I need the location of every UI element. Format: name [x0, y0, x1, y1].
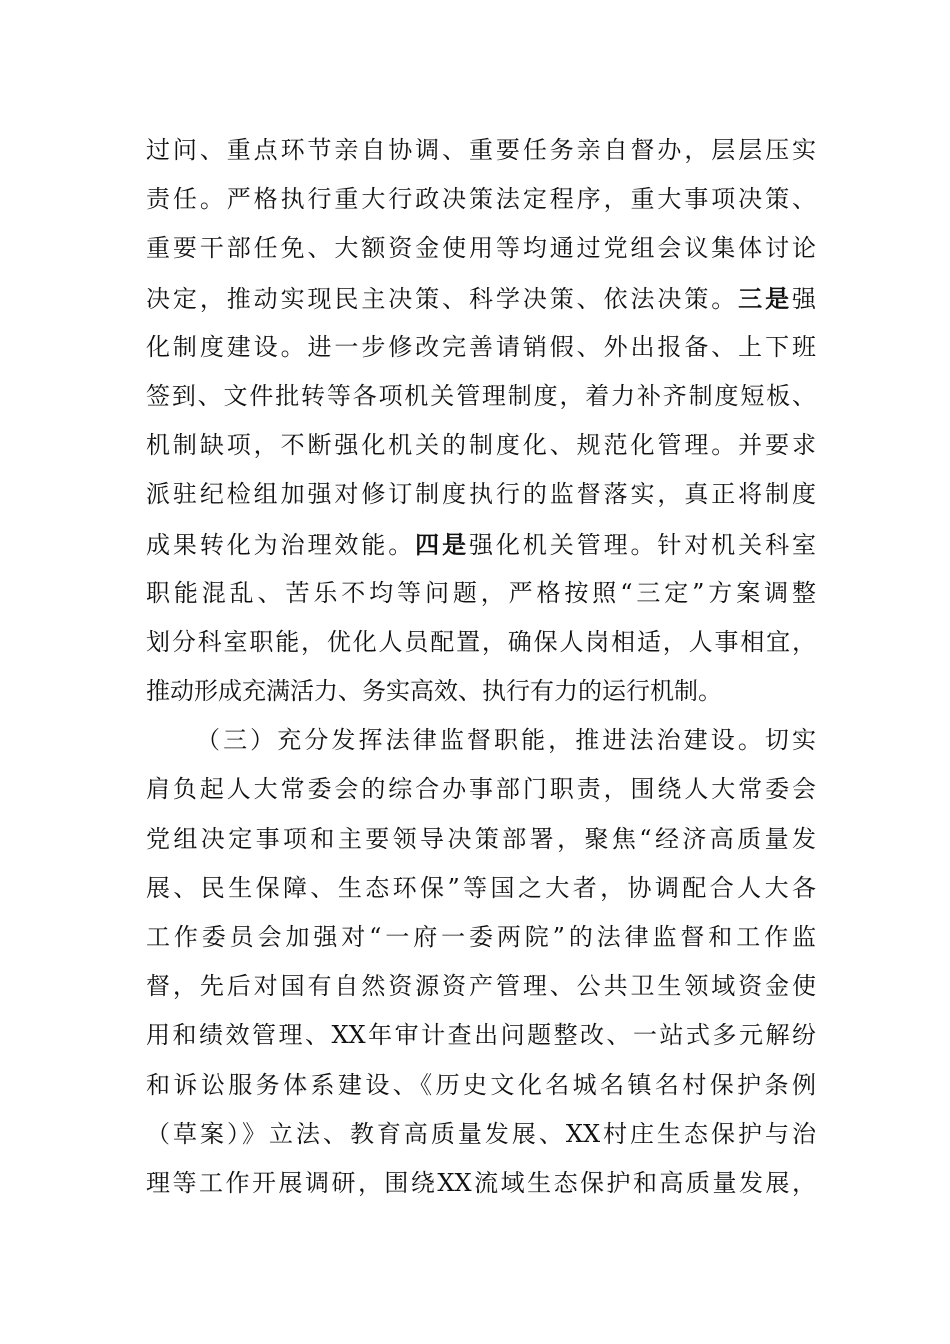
text-line [146, 569, 816, 618]
text-line [146, 1061, 816, 1110]
text-segment: 党组决定事项和主要领导决策部署，聚焦“经济高质量发 [146, 824, 816, 853]
text-line [146, 520, 816, 569]
bold-marker: 三是 [738, 283, 793, 313]
text-line [146, 618, 816, 667]
text-segment: 工作委员会加强对“一府一委两院”的法律监督和工作监 [146, 923, 816, 951]
text-segment: 职能混乱、苦乐不均等问题，严格按照“三定”方案调整 [146, 578, 816, 607]
text-segment: 展、民生保障、生态环保”等国之大者，协调配合人大各 [146, 873, 816, 902]
text-segment: 和诉讼服务体系建设、《历史文化名城名镇名村保护条例 [146, 1070, 816, 1099]
text-segment: 化制度建设。进一步修改完善请销假、外出报备、上下班 [146, 332, 816, 361]
text-segment: 用和绩效管理、XX年审计查出问题整改、一站式多元解纷 [146, 1021, 816, 1050]
text-line [146, 126, 816, 175]
text-line [146, 421, 816, 470]
paragraph-heading-line [146, 716, 816, 765]
text-line [146, 667, 816, 716]
text-segment: （草案）》立法、教育高质量发展、XX村庄生态保护与治 [146, 1119, 816, 1148]
text-segment: 重要干部任免、大额资金使用等均通过党组会议集体讨论 [146, 234, 816, 263]
body-text [146, 126, 816, 1208]
text-segment: 督，先后对国有自然资源资产管理、公共卫生领域资金使 [146, 972, 816, 1001]
text-segment: 签到、文件批转等各项机关管理制度，着力补齐制度短板、 [146, 381, 816, 410]
text-line [146, 175, 816, 224]
text-segment: 责任。严格执行重大行政决策法定程序，重大事项决策、 [146, 185, 816, 214]
text-segment: 强 [792, 284, 817, 313]
text-line [146, 765, 816, 814]
text-line [146, 815, 816, 864]
text-line [146, 1110, 816, 1159]
text-line [146, 372, 816, 421]
text-segment: 派驻纪检组加强对修订制度执行的监督落实，真正将制度 [146, 480, 816, 509]
text-line [146, 274, 816, 323]
text-line [146, 913, 816, 962]
text-line [146, 470, 816, 519]
bold-marker: 四是 [415, 529, 470, 559]
text-line [146, 323, 816, 372]
text-segment: 理等工作开展调研，围绕XX流域生态保护和高质量发展， [146, 1168, 816, 1197]
text-segment: 决定，推动实现民主决策、科学决策、依法决策。 [146, 284, 739, 313]
text-segment: 肩负起人大常委会的综合办事部门职责，围绕人大常委会 [146, 775, 816, 804]
text-line [146, 224, 816, 273]
text-segment: 过问、重点环节亲自协调、重要任务亲自督办，层层压实 [146, 136, 816, 164]
text-segment: 成果转化为治理效能。 [146, 530, 416, 559]
text-segment: 划分科室职能，优化人员配置，确保人岗相适，人事相宜， [146, 627, 816, 656]
text-segment: （三）充分发挥法律监督职能，推进法治建设。切实 [196, 726, 816, 755]
text-line [146, 962, 816, 1011]
text-line [146, 1011, 816, 1060]
text-segment: 机制缺项，不断强化机关的制度化、规范化管理。并要求 [146, 431, 816, 460]
text-segment: 推动形成充满活力、务实高效、执行有力的运行机制。 [146, 677, 722, 706]
text-segment: 强化机关管理。针对机关科室 [469, 530, 817, 559]
text-line [146, 864, 816, 913]
text-line [146, 1159, 816, 1208]
